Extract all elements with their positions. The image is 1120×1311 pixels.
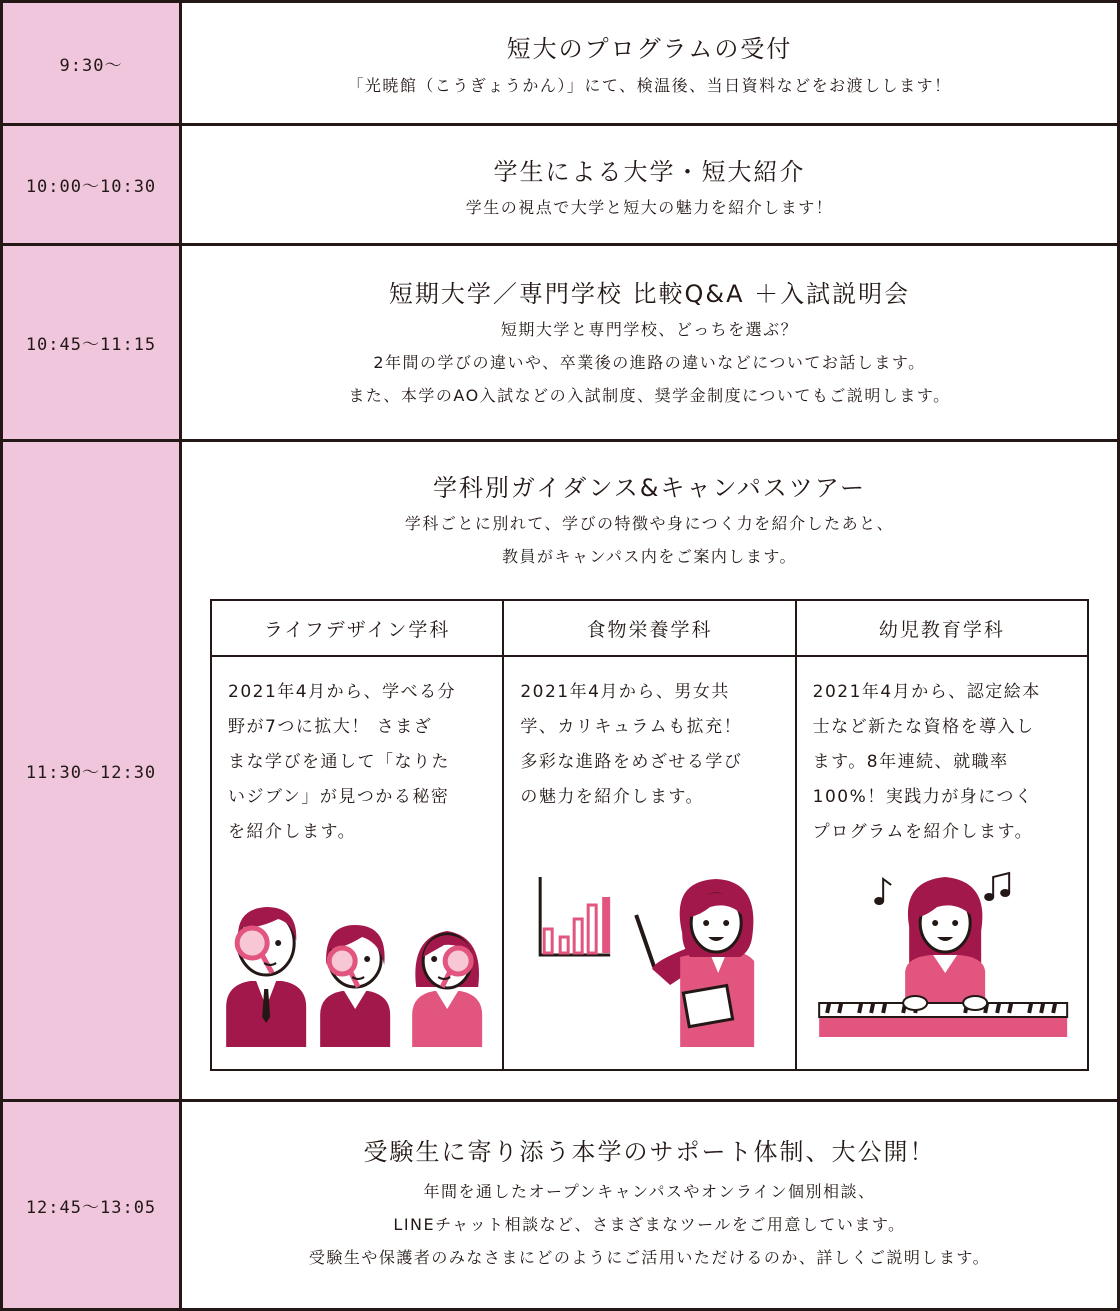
description-line: いジブン」が見つかる秘密	[228, 787, 450, 807]
department-description	[504, 657, 794, 815]
time-cell: 10:45〜11:15	[3, 246, 182, 439]
program-description	[182, 313, 1117, 412]
department-name: 食物栄養学科	[504, 601, 794, 657]
time-cell: 10:00〜10:30	[3, 126, 182, 243]
program-title: 学生による大学・短大紹介	[493, 158, 806, 186]
program-title: 学科別ガイダンス&キャンパスツアー	[432, 474, 867, 502]
description-line: 2021年4月から、学べる分	[228, 682, 457, 702]
description-line: 学生の視点で大学と短大の魅力を紹介します！	[465, 198, 834, 217]
department-column	[502, 601, 794, 1069]
description-line: 短期大学と専門学校、どっちを選ぶ？	[500, 320, 799, 339]
schedule-row	[3, 3, 1117, 123]
description-line: 受験生や保護者のみなさまにどのようにご活用いただけるのか、詳しくご説明します。	[308, 1248, 991, 1267]
time-cell: 12:45〜13:05	[3, 1102, 182, 1308]
description-line: 学科ごとに別れて、学びの特徴や身につく力を紹介したあと、	[404, 514, 895, 533]
department-description	[797, 657, 1087, 850]
student-girl	[320, 925, 390, 1047]
program-description	[182, 69, 1117, 102]
description-line: 「光暁館（こうぎょうかん）」にて、検温後、当日資料などをお渡しします！	[347, 76, 952, 95]
department-name: ライフデザイン学科	[212, 601, 502, 657]
program-description	[182, 191, 1117, 224]
program-cell	[182, 442, 1117, 1099]
description-line: 多彩な進路をめざせる学び	[520, 752, 743, 772]
description-line: 2年間の学びの違いや、卒業後の進路の違いなどについてお話します。	[373, 353, 926, 372]
description-line: 100%！実践力が身につく	[812, 787, 1034, 807]
description-line: 2021年4月から、認定絵本	[812, 682, 1041, 702]
schedule-row	[3, 123, 1117, 243]
program-description	[182, 507, 1117, 573]
description-line: 学、カリキュラムも拡充！	[520, 717, 743, 737]
department-table	[210, 599, 1089, 1071]
description-line: また、本学のAO入試などの入試制度、奨学金制度についてもご説明します。	[348, 386, 951, 405]
bar-chart-icon	[540, 877, 610, 955]
description-line: ます。8年連続、就職率	[812, 752, 1009, 772]
description-line: を紹介します。	[228, 822, 357, 842]
description-line: LINEチャット相談など、さまざまなツールをご用意しています。	[393, 1215, 906, 1234]
department-description	[212, 657, 502, 850]
description-line: 年間を通したオープンキャンパスやオンライン個別相談、	[423, 1182, 876, 1201]
time-cell: 11:30〜12:30	[3, 442, 182, 1099]
piano-keyboard-icon	[819, 996, 1067, 1037]
teacher-with-bar-chart-icon	[504, 857, 794, 1057]
department-column	[795, 601, 1087, 1069]
program-description	[182, 1175, 1117, 1274]
department-column	[212, 601, 502, 1069]
description-line: の魅力を紹介します。	[520, 787, 704, 807]
description-line: 野が7つに拡大！ さまざ	[228, 717, 433, 737]
program-cell	[182, 1102, 1117, 1308]
schedule-row	[3, 1099, 1117, 1308]
description-line: 教員がキャンパス内をご案内します。	[501, 547, 798, 566]
student-girl-pink	[412, 931, 482, 1047]
description-line: 士など新たな資格を導入し	[812, 717, 1035, 737]
program-title: 受験生に寄り添う本学のサポート体制、大公開！	[363, 1138, 936, 1166]
pianist-icon	[905, 877, 985, 1003]
three-students-magnifying-glass-icon	[212, 857, 502, 1057]
time-cell: 9:30〜	[3, 3, 182, 123]
department-name: 幼児教育学科	[797, 601, 1087, 657]
program-cell	[182, 3, 1117, 123]
student-playing-piano-icon	[797, 857, 1087, 1057]
program-cell	[182, 126, 1117, 243]
program-title: 短期大学／専門学校 比較Q&A ＋入試説明会	[388, 280, 911, 308]
student-boy	[226, 907, 306, 1047]
description-line: まな学びを通して「なりた	[228, 752, 450, 772]
description-line: 2021年4月から、男女共	[520, 682, 730, 702]
teacher-icon	[636, 879, 754, 1047]
schedule-row	[3, 243, 1117, 439]
program-cell	[182, 246, 1117, 439]
program-title: 短大のプログラムの受付	[506, 35, 793, 63]
schedule-row	[3, 439, 1117, 1099]
description-line: プログラムを紹介します。	[812, 822, 1034, 842]
